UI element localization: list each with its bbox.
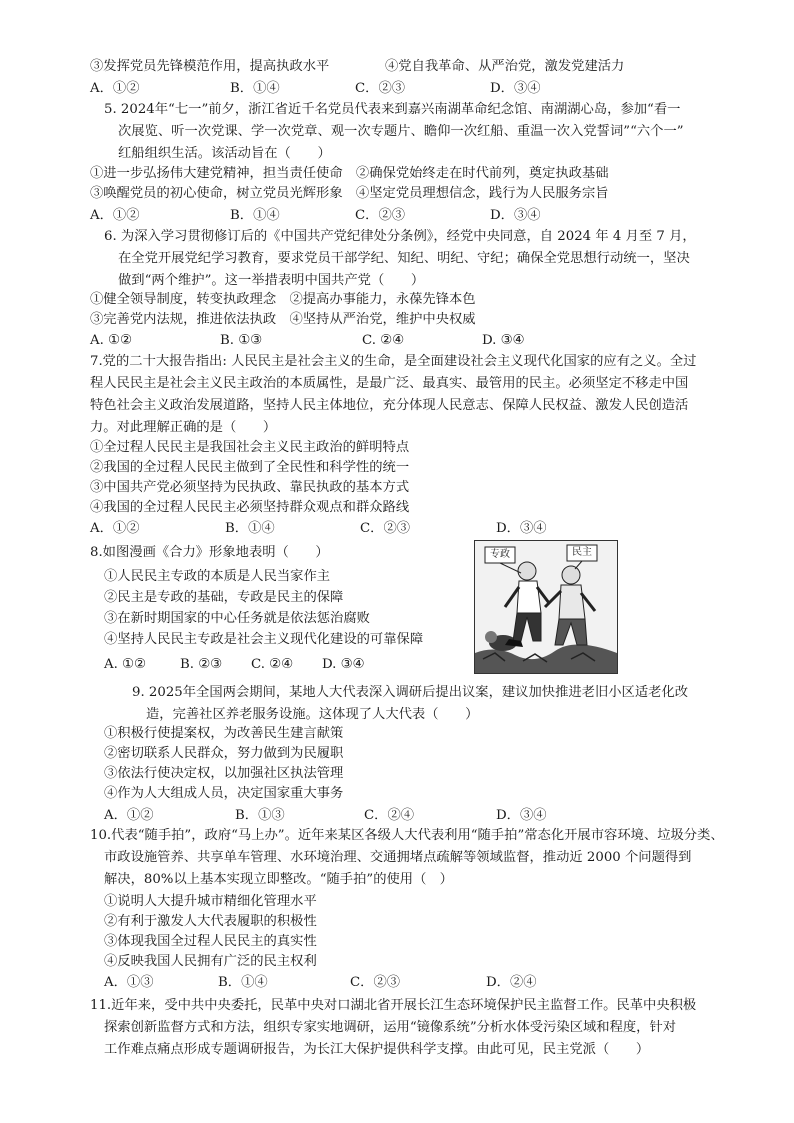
q8-choice-2: ②民主是专政的基础，专政是民主的保障 bbox=[104, 590, 344, 605]
q7-choice-1: ①全过程人民民主是我国社会主义民主政治的鲜明特点 bbox=[90, 440, 410, 455]
q5-stem-line2: 次展览、听一次党课、学一次党章、观一次专题片、瞻仰一次红船、重温一次入党誓词”“六个一” bbox=[118, 124, 684, 139]
q6-stem-line3: 做到“两个维护”。这一举措表明中国共产党（ ） bbox=[118, 273, 425, 288]
q9-option-c: C．②④ bbox=[364, 808, 415, 823]
q4-option-c: C．②③ bbox=[355, 81, 406, 96]
q8-choice-1: ①人民民主专政的本质是人民当家作主 bbox=[104, 569, 331, 584]
q10-option-b: B．①④ bbox=[218, 975, 268, 990]
q5-option-d: D．③④ bbox=[490, 208, 541, 223]
q11-stem-line2: 探索创新监督方式和方法，组织专家实地调研，运用“镜像系统”分析水体受污染区域和程度，针对 bbox=[104, 1020, 677, 1035]
q7-choice-3: ③中国共产党必须坚持为民执政、靠民执政的基本方式 bbox=[90, 480, 410, 495]
q7-option-a: A．①② bbox=[90, 521, 140, 536]
q7-option-b: B．①④ bbox=[225, 521, 275, 536]
q7-stem-line1: 7.党的二十大报告指出: 人民民主是社会主义的生命，是全面建设社会主义现代化国家的应有之义。全过 bbox=[90, 354, 697, 369]
cartoon-label-right: 民主 bbox=[572, 547, 592, 558]
q6-stem-line1: 6. 为深入学习贯彻修订后的《中国共产党纪律处分条例》，经党中央同意，自 2024 年 4 月至 7 月， bbox=[104, 229, 696, 244]
q10-choice-4: ④反映我国人民拥有广泛的民主权利 bbox=[104, 954, 317, 969]
cartoon-label-left: 专政 bbox=[490, 549, 510, 560]
q9-option-d: D．③④ bbox=[496, 808, 547, 823]
q10-option-a: A．①③ bbox=[104, 975, 154, 990]
q5-choices-12: ①进一步弘扬伟大建党精神，担当责任使命 ②确保党始终走在时代前列，奠定执政基础 bbox=[90, 166, 609, 181]
q11-stem-line1: 11.近年来，受中共中央委托，民革中央对口湖北省开展长江生态环境保护民主监督工作。民革中央积极 bbox=[90, 998, 697, 1013]
q9-option-a: A．①② bbox=[104, 808, 154, 823]
q7-choice-2: ②我国的全过程人民民主做到了全民性和科学性的统一 bbox=[90, 460, 410, 475]
q10-choice-3: ③体现我国全过程人民民主的真实性 bbox=[104, 934, 317, 949]
q9-choice-2: ②密切联系人民群众，努力做到为民履职 bbox=[104, 746, 344, 761]
q10-stem-line3: 解决，80%以上基本实现立即整改。“随手拍”的使用（ ） bbox=[104, 872, 453, 887]
q7-stem-line3: 特色社会主义政治发展道路，坚持人民主体地位，充分体现人民意志、保障人民权益、激发人民创造活 bbox=[90, 398, 689, 413]
q9-choice-4: ④作为人大组成人员，决定国家重大事务 bbox=[104, 786, 344, 801]
q5-choices-34: ③唤醒党员的初心使命，树立党员光辉形象 ④坚定党员理想信念，践行为人民服务宗旨 bbox=[90, 186, 609, 201]
q7-stem-line4: 力。对此理解正确的是（ ） bbox=[90, 420, 277, 435]
q10-option-c: C．②③ bbox=[350, 975, 401, 990]
q6-choices-34: ③完善党内法规，推进依法执政 ④坚持从严治党，维护中央权威 bbox=[90, 312, 476, 327]
q4-option-b: B．①④ bbox=[230, 81, 280, 96]
q8-stem: 8.如图漫画《合力》形象地表明（ ） bbox=[90, 545, 329, 560]
q10-stem-line2: 市政设施管养、共享单车管理、水环境治理、交通拥堵点疏解等领域监督，推动近 2000 个问题得到 bbox=[104, 850, 692, 865]
q4-option-a: A．①② bbox=[90, 81, 140, 96]
q4-option-d: D．③④ bbox=[490, 81, 541, 96]
q11-stem-line3: 工作难点痛点形成专题调研报告，为长江大保护提供科学支撑。由此可见，民主党派（ ） bbox=[104, 1042, 650, 1057]
q8-option-c: C. ②④ bbox=[251, 657, 293, 672]
q5-option-c: C．②③ bbox=[355, 208, 406, 223]
q9-choice-1: ①积极行使提案权，为改善民生建言献策 bbox=[104, 726, 344, 741]
q8-choice-4: ④坚持人民民主专政是社会主义现代化建设的可靠保障 bbox=[104, 632, 424, 647]
q10-choice-2: ②有利于激发人大代表履职的积极性 bbox=[104, 914, 317, 929]
q9-choice-3: ③依法行使决定权，以加强社区执法管理 bbox=[104, 766, 344, 781]
q9-stem-line2: 造，完善社区养老服务设施。这体现了人大代表（ ） bbox=[146, 707, 479, 722]
q6-option-d: D. ③④ bbox=[482, 333, 525, 348]
q6-stem-line2: 在全党开展党纪学习教育，要求党员干部学纪、知纪、明纪、守纪；确保全党思想行动统一，坚决 bbox=[118, 251, 690, 266]
q6-choices-12: ①健全领导制度，转变执政理念 ②提高办事能力，永葆先锋本色 bbox=[90, 292, 476, 307]
q5-stem-line1: 5. 2024年“七一”前夕，浙江省近千名党员代表来到嘉兴南湖革命纪念馆、南湖湖心岛，参加“看一 bbox=[104, 102, 681, 117]
q5-stem-line3: 红船组织生活。该活动旨在（ ） bbox=[118, 146, 331, 161]
q8-option-d: D. ③④ bbox=[322, 657, 365, 672]
q6-option-a: A. ①② bbox=[90, 333, 132, 348]
q10-option-d: D．②④ bbox=[486, 975, 537, 990]
q10-stem-line1: 10.代表“随手拍”，政府“马上办”。近年来某区各级人大代表利用“随手拍”常态化开展市容环境、垃圾分类、 bbox=[90, 828, 724, 843]
q4-choice-3: ③发挥党员先锋模范作用，提高执政水平 bbox=[90, 59, 330, 74]
q5-option-a: A．①② bbox=[90, 208, 140, 223]
q8-option-b: B. ②③ bbox=[180, 657, 223, 672]
q7-option-d: D．③④ bbox=[496, 521, 547, 536]
q7-option-c: C．②③ bbox=[360, 521, 411, 536]
q5-option-b: B．①④ bbox=[230, 208, 280, 223]
q10-choice-1: ①说明人大提升城市精细化管理水平 bbox=[104, 894, 317, 909]
q7-stem-line2: 程人民民主是社会主义民主政治的本质属性，是最广泛、最真实、最管用的民主。必须坚定不移走中国 bbox=[90, 376, 689, 391]
q9-stem-line1: 9. 2025年全国两会期间，某地人大代表深入调研后提出议案，建议加快推进老旧小区适老化改 bbox=[132, 685, 689, 700]
q6-option-b: B. ①③ bbox=[220, 333, 263, 348]
q4-choice-4: ④党自我革命、从严治党，激发党建活力 bbox=[385, 59, 625, 74]
q7-choice-4: ④我国的全过程人民民主必须坚持群众观点和群众路线 bbox=[90, 500, 410, 515]
q9-option-b: B．①③ bbox=[235, 808, 285, 823]
q8-choice-3: ③在新时期国家的中心任务就是依法惩治腐败 bbox=[104, 611, 370, 626]
cartoon-image bbox=[474, 540, 618, 674]
q8-option-a: A. ①② bbox=[104, 657, 146, 672]
q6-option-c: C. ②④ bbox=[362, 333, 404, 348]
